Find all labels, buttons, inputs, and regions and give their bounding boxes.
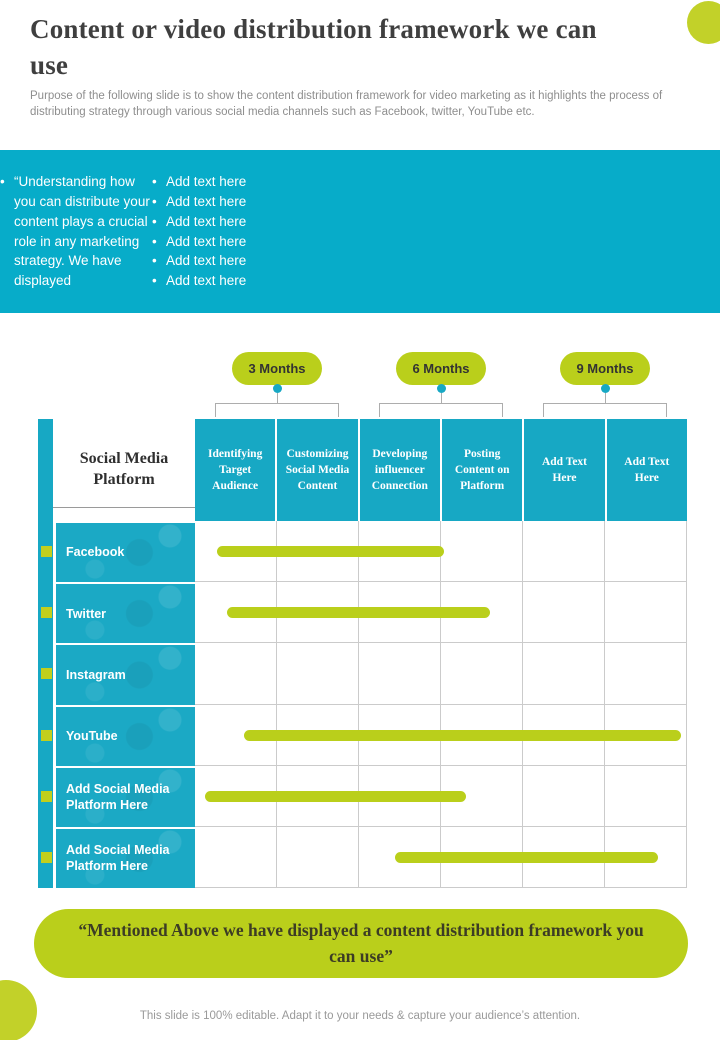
milestone-bracket-line — [543, 403, 667, 417]
gantt-grid — [195, 521, 687, 888]
text-placeholder-item[interactable]: • Add text here — [152, 271, 246, 291]
table-corner-header — [53, 419, 195, 521]
row-label: Facebook — [56, 523, 195, 582]
text-placeholder-item[interactable]: • Add text here — [152, 212, 246, 232]
gantt-bar — [227, 607, 490, 618]
gantt-bar — [395, 852, 658, 863]
milestone-bracket-line — [379, 403, 503, 417]
grid-cell — [441, 643, 523, 704]
gantt-bar — [205, 791, 466, 802]
bottom-quote-pill — [34, 909, 688, 978]
grid-cell — [605, 643, 687, 704]
row-marker-square — [41, 607, 52, 618]
grid-cell — [523, 582, 605, 643]
row-marker-square — [41, 730, 52, 741]
grid-cell — [277, 643, 359, 704]
milestone-dot-icon — [601, 384, 610, 393]
grid-cell — [277, 827, 359, 888]
milestone-pill: 6 Months — [396, 352, 486, 385]
milestone-dot-icon — [273, 384, 282, 393]
row-label: YouTube — [56, 707, 195, 766]
row-label: Instagram — [56, 645, 195, 704]
quote-bullet-list — [0, 172, 152, 290]
grid-cell — [523, 521, 605, 582]
text-placeholder-item[interactable]: • Add text here — [152, 232, 246, 252]
grid-cell — [195, 827, 277, 888]
milestone-stem-line — [605, 393, 606, 403]
row-label: Twitter — [56, 584, 195, 643]
text-placeholder-item[interactable]: • Add text here — [152, 251, 246, 271]
text-placeholder-list — [152, 172, 246, 290]
column-header: Posting Content on Platform — [442, 419, 522, 521]
column-header: Developing influencer Connection — [360, 419, 440, 521]
row-marker-square — [41, 852, 52, 863]
grid-cell — [605, 521, 687, 582]
table-accent-bar — [38, 419, 53, 888]
row-marker-square — [41, 546, 52, 557]
row-label[interactable]: Add Social Media Platform Here — [56, 829, 195, 888]
grid-cell — [441, 521, 523, 582]
milestone-stem-line — [441, 393, 442, 403]
column-header: Identifying Target Audience — [195, 419, 275, 521]
gantt-bar — [244, 730, 681, 741]
milestone-dot-icon — [437, 384, 446, 393]
text-placeholder-item[interactable]: • Add text here — [152, 192, 246, 212]
gantt-bar — [217, 546, 444, 557]
row-marker-square — [41, 791, 52, 802]
slide-subtitle: Purpose of the following slide is to show the content distribution framework for video marketing as it highlights the process of distributing strategy through various social media channels such as Facebook, twitter, YouTube etc. — [30, 90, 663, 118]
bottom-quote-text: “Mentioned Above we have displayed a content distribution framework you can use” — [78, 920, 644, 966]
slide-title: Content or video distribution framework we can use — [30, 14, 597, 80]
grid-cell — [195, 643, 277, 704]
column-header: Customizing Social Media Content — [277, 419, 357, 521]
milestone-pill: 3 Months — [232, 352, 322, 385]
platform-label-column — [56, 523, 195, 888]
text-placeholder-item[interactable]: • Add text here — [152, 172, 246, 192]
milestone-stem-line — [277, 393, 278, 403]
grid-cell — [523, 643, 605, 704]
milestone-pill: 9 Months — [560, 352, 650, 385]
corner-circle-top-right — [687, 1, 720, 44]
column-header[interactable]: Add Text Here — [607, 419, 687, 521]
grid-cell — [359, 643, 441, 704]
milestone-bracket-line — [215, 403, 339, 417]
footer-note: This slide is 100% editable. Adapt it to your needs & capture your audience’s attention. — [139, 1010, 581, 1022]
quote-banner — [0, 150, 720, 313]
column-header[interactable]: Add Text Here — [524, 419, 604, 521]
row-label[interactable]: Add Social Media Platform Here — [56, 768, 195, 827]
grid-cell — [605, 766, 687, 827]
grid-cell — [605, 582, 687, 643]
table-header-row — [195, 419, 687, 521]
row-marker-square — [41, 668, 52, 679]
quote-text: • “Understanding how you can distribute your content plays a crucial role in any marketing strategy. We have displayed — [0, 172, 152, 290]
corner-header-label: Social Media Platform — [79, 450, 169, 488]
grid-cell — [523, 766, 605, 827]
